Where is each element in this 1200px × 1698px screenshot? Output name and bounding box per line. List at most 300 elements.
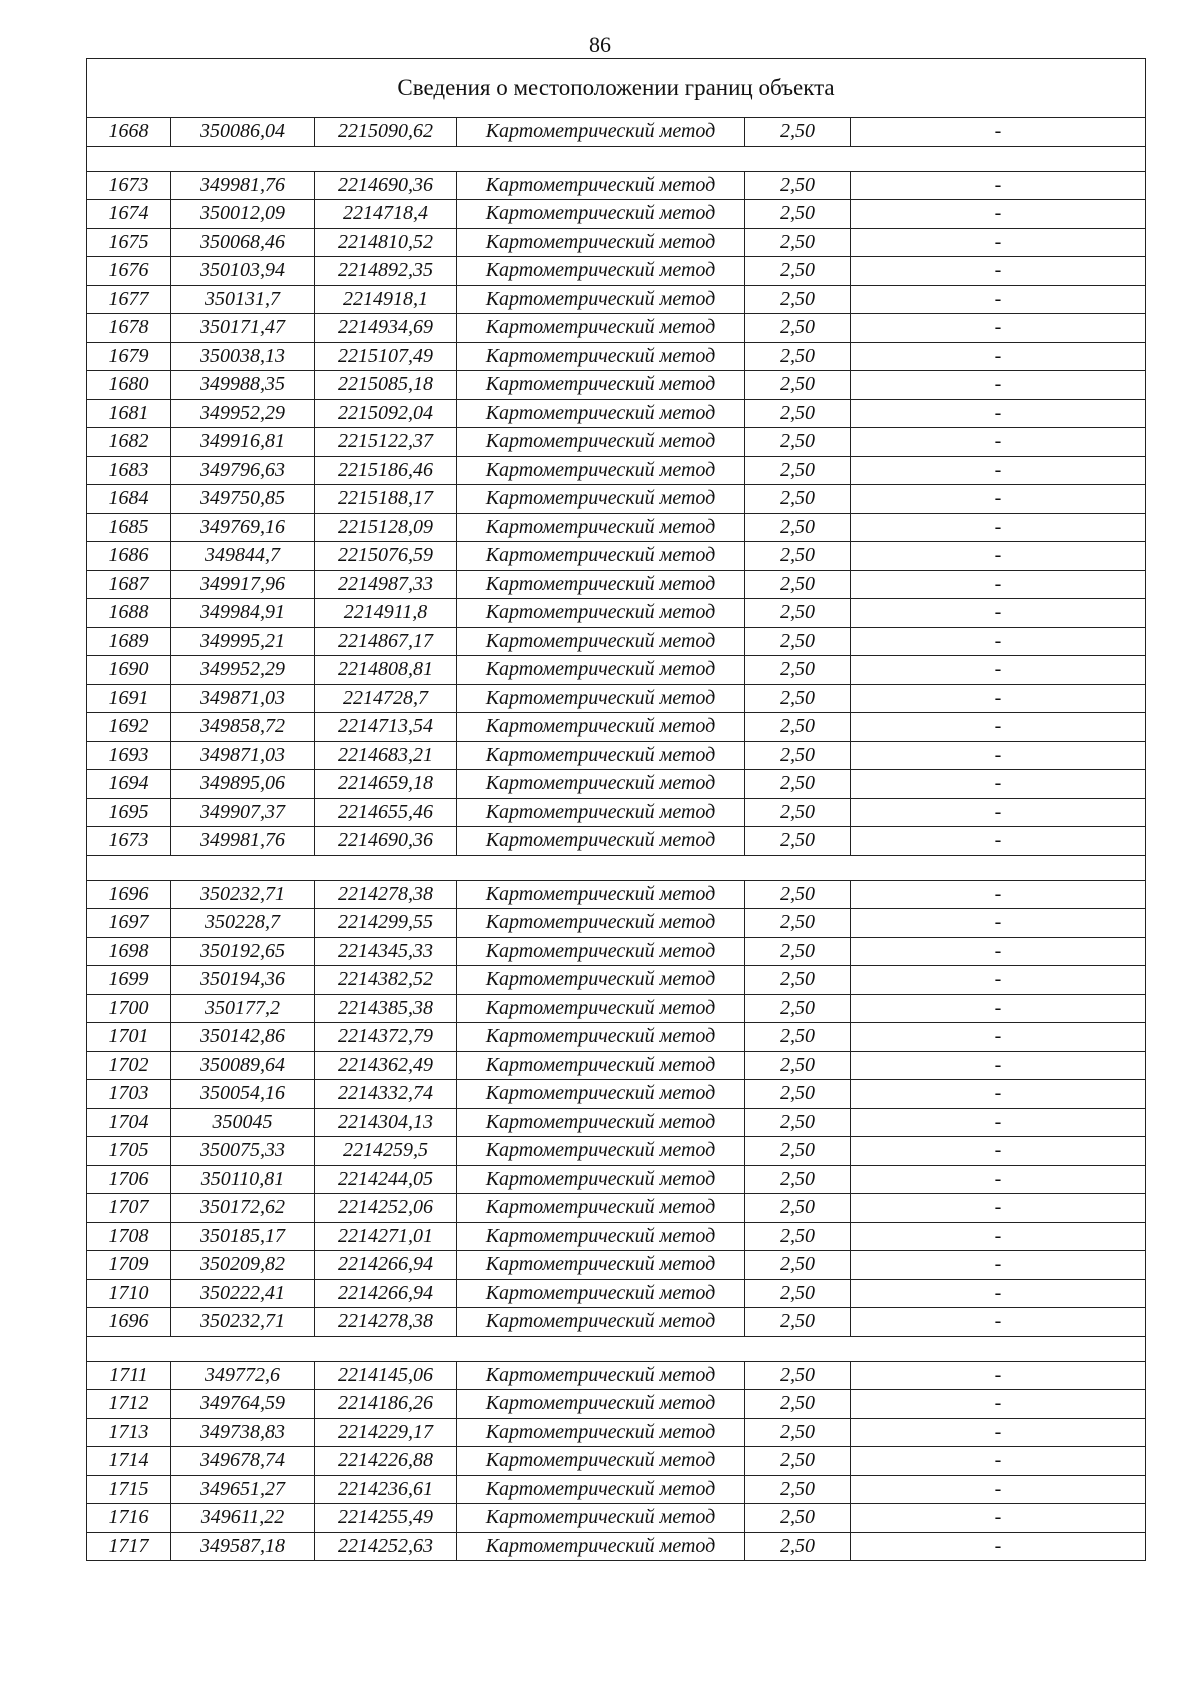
table-row: [87, 118, 1146, 147]
method-cell: Картометрический метод: [457, 770, 745, 799]
y-coordinate-cell: 2215085,18: [315, 371, 457, 400]
accuracy-cell: 2,50: [745, 1447, 851, 1476]
x-coordinate-cell: 349844,7: [171, 542, 315, 571]
x-coordinate-cell: 349981,76: [171, 827, 315, 856]
description-cell: -: [851, 228, 1146, 257]
table-row: [87, 880, 1146, 909]
accuracy-cell: 2,50: [745, 228, 851, 257]
x-coordinate-cell: 350228,7: [171, 909, 315, 938]
description-cell: -: [851, 1308, 1146, 1337]
y-coordinate-cell: 2215188,17: [315, 485, 457, 514]
description-cell: -: [851, 741, 1146, 770]
x-coordinate-cell: 350232,71: [171, 880, 315, 909]
y-coordinate-cell: 2214278,38: [315, 1308, 457, 1337]
point-number-cell: 1693: [87, 741, 171, 770]
point-number-cell: 1678: [87, 314, 171, 343]
point-number-cell: 1715: [87, 1475, 171, 1504]
y-coordinate-cell: 2214145,06: [315, 1361, 457, 1390]
method-cell: Картометрический метод: [457, 1308, 745, 1337]
table-row: [87, 1023, 1146, 1052]
accuracy-cell: 2,50: [745, 798, 851, 827]
point-number-cell: 1703: [87, 1080, 171, 1109]
x-coordinate-cell: 349769,16: [171, 513, 315, 542]
table-row: [87, 909, 1146, 938]
x-coordinate-cell: 349995,21: [171, 627, 315, 656]
description-cell: -: [851, 1051, 1146, 1080]
y-coordinate-cell: 2214655,46: [315, 798, 457, 827]
table-row: [87, 1447, 1146, 1476]
description-cell: -: [851, 399, 1146, 428]
table-row: [87, 656, 1146, 685]
x-coordinate-cell: 350038,13: [171, 342, 315, 371]
point-number-cell: 1668: [87, 118, 171, 147]
description-cell: -: [851, 909, 1146, 938]
point-number-cell: 1704: [87, 1108, 171, 1137]
y-coordinate-cell: 2214362,49: [315, 1051, 457, 1080]
description-cell: -: [851, 1222, 1146, 1251]
method-cell: Картометрический метод: [457, 171, 745, 200]
table-row: [87, 314, 1146, 343]
y-coordinate-cell: 2214810,52: [315, 228, 457, 257]
accuracy-cell: 2,50: [745, 1165, 851, 1194]
x-coordinate-cell: 349895,06: [171, 770, 315, 799]
description-cell: -: [851, 798, 1146, 827]
description-cell: -: [851, 1108, 1146, 1137]
table-row: [87, 770, 1146, 799]
x-coordinate-cell: 349858,72: [171, 713, 315, 742]
point-number-cell: 1689: [87, 627, 171, 656]
method-cell: Картометрический метод: [457, 342, 745, 371]
point-number-cell: 1674: [87, 200, 171, 229]
x-coordinate-cell: 350012,09: [171, 200, 315, 229]
table-row: [87, 1532, 1146, 1561]
method-cell: Картометрический метод: [457, 257, 745, 286]
point-number-cell: 1680: [87, 371, 171, 400]
description-cell: -: [851, 1279, 1146, 1308]
method-cell: Картометрический метод: [457, 713, 745, 742]
accuracy-cell: 2,50: [745, 200, 851, 229]
accuracy-cell: 2,50: [745, 684, 851, 713]
description-cell: -: [851, 456, 1146, 485]
x-coordinate-cell: 350045: [171, 1108, 315, 1137]
table-row: [87, 798, 1146, 827]
table-row: [87, 1137, 1146, 1166]
method-cell: Картометрический метод: [457, 1532, 745, 1561]
point-number-cell: 1696: [87, 1308, 171, 1337]
accuracy-cell: 2,50: [745, 1361, 851, 1390]
description-cell: -: [851, 171, 1146, 200]
point-number-cell: 1683: [87, 456, 171, 485]
description-cell: -: [851, 485, 1146, 514]
method-cell: Картометрический метод: [457, 1137, 745, 1166]
accuracy-cell: 2,50: [745, 542, 851, 571]
x-coordinate-cell: 350171,47: [171, 314, 315, 343]
point-number-cell: 1713: [87, 1418, 171, 1447]
method-cell: Картометрический метод: [457, 1504, 745, 1533]
point-number-cell: 1691: [87, 684, 171, 713]
contour-separator-cell: [87, 1336, 1146, 1361]
accuracy-cell: 2,50: [745, 342, 851, 371]
method-cell: Картометрический метод: [457, 1447, 745, 1476]
accuracy-cell: 2,50: [745, 656, 851, 685]
x-coordinate-cell: 349984,91: [171, 599, 315, 628]
table-row: [87, 257, 1146, 286]
y-coordinate-cell: 2214911,8: [315, 599, 457, 628]
table-row: [87, 1390, 1146, 1419]
x-coordinate-cell: 350222,41: [171, 1279, 315, 1308]
point-number-cell: 1717: [87, 1532, 171, 1561]
y-coordinate-cell: 2214271,01: [315, 1222, 457, 1251]
contour-separator-cell: [87, 855, 1146, 880]
x-coordinate-cell: 350232,71: [171, 1308, 315, 1337]
method-cell: Картометрический метод: [457, 599, 745, 628]
method-cell: Картометрический метод: [457, 627, 745, 656]
accuracy-cell: 2,50: [745, 1475, 851, 1504]
x-coordinate-cell: 350131,7: [171, 285, 315, 314]
point-number-cell: 1673: [87, 171, 171, 200]
method-cell: Картометрический метод: [457, 880, 745, 909]
method-cell: Картометрический метод: [457, 371, 745, 400]
description-cell: -: [851, 542, 1146, 571]
table-row: [87, 1051, 1146, 1080]
y-coordinate-cell: 2214278,38: [315, 880, 457, 909]
x-coordinate-cell: 350192,65: [171, 937, 315, 966]
table-row: [87, 966, 1146, 995]
point-number-cell: 1698: [87, 937, 171, 966]
method-cell: Картометрический метод: [457, 1165, 745, 1194]
table-row: [87, 570, 1146, 599]
accuracy-cell: 2,50: [745, 1279, 851, 1308]
y-coordinate-cell: 2214683,21: [315, 741, 457, 770]
description-cell: -: [851, 684, 1146, 713]
table-row: [87, 1251, 1146, 1280]
accuracy-cell: 2,50: [745, 570, 851, 599]
y-coordinate-cell: 2214987,33: [315, 570, 457, 599]
x-coordinate-cell: 349738,83: [171, 1418, 315, 1447]
method-cell: Картометрический метод: [457, 485, 745, 514]
y-coordinate-cell: 2214918,1: [315, 285, 457, 314]
y-coordinate-cell: 2214186,26: [315, 1390, 457, 1419]
point-number-cell: 1681: [87, 399, 171, 428]
method-cell: Картометрический метод: [457, 1194, 745, 1223]
method-cell: Картометрический метод: [457, 1080, 745, 1109]
accuracy-cell: 2,50: [745, 1108, 851, 1137]
x-coordinate-cell: 349796,63: [171, 456, 315, 485]
x-coordinate-cell: 350075,33: [171, 1137, 315, 1166]
accuracy-cell: 2,50: [745, 399, 851, 428]
point-number-cell: 1682: [87, 428, 171, 457]
point-number-cell: 1716: [87, 1504, 171, 1533]
x-coordinate-cell: 349916,81: [171, 428, 315, 457]
method-cell: Картометрический метод: [457, 513, 745, 542]
method-cell: Картометрический метод: [457, 570, 745, 599]
accuracy-cell: 2,50: [745, 770, 851, 799]
method-cell: Картометрический метод: [457, 937, 745, 966]
point-number-cell: 1700: [87, 994, 171, 1023]
accuracy-cell: 2,50: [745, 880, 851, 909]
description-cell: -: [851, 118, 1146, 147]
x-coordinate-cell: 350103,94: [171, 257, 315, 286]
table-row: [87, 994, 1146, 1023]
table-row: [87, 741, 1146, 770]
table-row: [87, 485, 1146, 514]
method-cell: Картометрический метод: [457, 1051, 745, 1080]
table-row: [87, 1080, 1146, 1109]
table-row: [87, 1194, 1146, 1223]
x-coordinate-cell: 349651,27: [171, 1475, 315, 1504]
y-coordinate-cell: 2214244,05: [315, 1165, 457, 1194]
x-coordinate-cell: 349917,96: [171, 570, 315, 599]
x-coordinate-cell: 349871,03: [171, 741, 315, 770]
point-number-cell: 1711: [87, 1361, 171, 1390]
description-cell: -: [851, 1194, 1146, 1223]
y-coordinate-cell: 2214718,4: [315, 200, 457, 229]
x-coordinate-cell: 350089,64: [171, 1051, 315, 1080]
point-number-cell: 1710: [87, 1279, 171, 1308]
point-number-cell: 1688: [87, 599, 171, 628]
accuracy-cell: 2,50: [745, 937, 851, 966]
y-coordinate-cell: 2214808,81: [315, 656, 457, 685]
x-coordinate-cell: 349907,37: [171, 798, 315, 827]
method-cell: Картометрический метод: [457, 456, 745, 485]
y-coordinate-cell: 2214236,61: [315, 1475, 457, 1504]
table-row: [87, 1165, 1146, 1194]
description-cell: -: [851, 627, 1146, 656]
method-cell: Картометрический метод: [457, 827, 745, 856]
y-coordinate-cell: 2214728,7: [315, 684, 457, 713]
method-cell: Картометрический метод: [457, 542, 745, 571]
point-number-cell: 1687: [87, 570, 171, 599]
accuracy-cell: 2,50: [745, 257, 851, 286]
method-cell: Картометрический метод: [457, 1108, 745, 1137]
point-number-cell: 1705: [87, 1137, 171, 1166]
point-number-cell: 1686: [87, 542, 171, 571]
method-cell: Картометрический метод: [457, 1279, 745, 1308]
x-coordinate-cell: 349988,35: [171, 371, 315, 400]
y-coordinate-cell: 2214304,13: [315, 1108, 457, 1137]
y-coordinate-cell: 2215092,04: [315, 399, 457, 428]
x-coordinate-cell: 349678,74: [171, 1447, 315, 1476]
description-cell: -: [851, 1475, 1146, 1504]
x-coordinate-cell: 349952,29: [171, 656, 315, 685]
point-number-cell: 1679: [87, 342, 171, 371]
table-row: [87, 827, 1146, 856]
point-number-cell: 1692: [87, 713, 171, 742]
y-coordinate-cell: 2214382,52: [315, 966, 457, 995]
x-coordinate-cell: 349772,6: [171, 1361, 315, 1390]
point-number-cell: 1684: [87, 485, 171, 514]
x-coordinate-cell: 350209,82: [171, 1251, 315, 1280]
description-cell: -: [851, 371, 1146, 400]
accuracy-cell: 2,50: [745, 1308, 851, 1337]
method-cell: Картометрический метод: [457, 1361, 745, 1390]
method-cell: Картометрический метод: [457, 1251, 745, 1280]
y-coordinate-cell: 2214892,35: [315, 257, 457, 286]
x-coordinate-cell: 349981,76: [171, 171, 315, 200]
description-cell: -: [851, 200, 1146, 229]
table-row: [87, 1108, 1146, 1137]
point-number-cell: 1712: [87, 1390, 171, 1419]
description-cell: -: [851, 428, 1146, 457]
accuracy-cell: 2,50: [745, 713, 851, 742]
y-coordinate-cell: 2214299,55: [315, 909, 457, 938]
accuracy-cell: 2,50: [745, 1051, 851, 1080]
point-number-cell: 1685: [87, 513, 171, 542]
table-row: [87, 171, 1146, 200]
table-row: [87, 1475, 1146, 1504]
point-number-cell: 1673: [87, 827, 171, 856]
method-cell: Картометрический метод: [457, 399, 745, 428]
point-number-cell: 1675: [87, 228, 171, 257]
x-coordinate-cell: 350172,62: [171, 1194, 315, 1223]
table-title: Сведения о местоположении границ объекта: [87, 59, 1146, 118]
description-cell: -: [851, 656, 1146, 685]
x-coordinate-cell: 349587,18: [171, 1532, 315, 1561]
description-cell: -: [851, 513, 1146, 542]
method-cell: Картометрический метод: [457, 314, 745, 343]
y-coordinate-cell: 2214690,36: [315, 827, 457, 856]
table-row: [87, 428, 1146, 457]
table-row: [87, 627, 1146, 656]
description-cell: -: [851, 1361, 1146, 1390]
table-row: [87, 713, 1146, 742]
point-number-cell: 1714: [87, 1447, 171, 1476]
y-coordinate-cell: 2215090,62: [315, 118, 457, 147]
y-coordinate-cell: 2214252,06: [315, 1194, 457, 1223]
x-coordinate-cell: 349871,03: [171, 684, 315, 713]
description-cell: -: [851, 937, 1146, 966]
y-coordinate-cell: 2214385,38: [315, 994, 457, 1023]
y-coordinate-cell: 2214659,18: [315, 770, 457, 799]
point-number-cell: 1707: [87, 1194, 171, 1223]
method-cell: Картометрический метод: [457, 798, 745, 827]
method-cell: Картометрический метод: [457, 428, 745, 457]
description-cell: -: [851, 570, 1146, 599]
x-coordinate-cell: 349750,85: [171, 485, 315, 514]
point-number-cell: 1702: [87, 1051, 171, 1080]
accuracy-cell: 2,50: [745, 314, 851, 343]
table-row: [87, 1361, 1146, 1390]
description-cell: -: [851, 770, 1146, 799]
method-cell: Картометрический метод: [457, 966, 745, 995]
table-row: [87, 1222, 1146, 1251]
table-row: [87, 937, 1146, 966]
description-cell: -: [851, 994, 1146, 1023]
description-cell: -: [851, 827, 1146, 856]
table-title-row: [87, 59, 1146, 118]
method-cell: Картометрический метод: [457, 228, 745, 257]
method-cell: Картометрический метод: [457, 1222, 745, 1251]
y-coordinate-cell: 2214226,88: [315, 1447, 457, 1476]
description-cell: -: [851, 285, 1146, 314]
method-cell: Картометрический метод: [457, 118, 745, 147]
y-coordinate-cell: 2214332,74: [315, 1080, 457, 1109]
table-row: [87, 456, 1146, 485]
y-coordinate-cell: 2214934,69: [315, 314, 457, 343]
x-coordinate-cell: 350142,86: [171, 1023, 315, 1052]
accuracy-cell: 2,50: [745, 627, 851, 656]
contour-separator-row: [87, 146, 1146, 171]
accuracy-cell: 2,50: [745, 171, 851, 200]
contour-separator-row: [87, 855, 1146, 880]
point-number-cell: 1699: [87, 966, 171, 995]
table-row: [87, 1279, 1146, 1308]
table-row: [87, 200, 1146, 229]
table-row: [87, 371, 1146, 400]
accuracy-cell: 2,50: [745, 513, 851, 542]
accuracy-cell: 2,50: [745, 741, 851, 770]
y-coordinate-cell: 2214266,94: [315, 1279, 457, 1308]
point-number-cell: 1708: [87, 1222, 171, 1251]
x-coordinate-cell: 350194,36: [171, 966, 315, 995]
table-row: [87, 342, 1146, 371]
contour-separator-cell: [87, 146, 1146, 171]
description-cell: -: [851, 1390, 1146, 1419]
y-coordinate-cell: 2214229,17: [315, 1418, 457, 1447]
x-coordinate-cell: 350054,16: [171, 1080, 315, 1109]
page-number: 86: [589, 32, 611, 57]
x-coordinate-cell: 350110,81: [171, 1165, 315, 1194]
y-coordinate-cell: 2214252,63: [315, 1532, 457, 1561]
accuracy-cell: 2,50: [745, 1251, 851, 1280]
point-number-cell: 1696: [87, 880, 171, 909]
accuracy-cell: 2,50: [745, 1023, 851, 1052]
accuracy-cell: 2,50: [745, 1504, 851, 1533]
y-coordinate-cell: 2214867,17: [315, 627, 457, 656]
description-cell: -: [851, 599, 1146, 628]
description-cell: -: [851, 257, 1146, 286]
accuracy-cell: 2,50: [745, 285, 851, 314]
point-number-cell: 1706: [87, 1165, 171, 1194]
accuracy-cell: 2,50: [745, 1137, 851, 1166]
y-coordinate-cell: 2215122,37: [315, 428, 457, 457]
contour-separator-row: [87, 1336, 1146, 1361]
description-cell: -: [851, 1447, 1146, 1476]
description-cell: -: [851, 1251, 1146, 1280]
accuracy-cell: 2,50: [745, 827, 851, 856]
description-cell: -: [851, 1080, 1146, 1109]
point-number-cell: 1697: [87, 909, 171, 938]
point-number-cell: 1694: [87, 770, 171, 799]
accuracy-cell: 2,50: [745, 456, 851, 485]
description-cell: -: [851, 713, 1146, 742]
y-coordinate-cell: 2214266,94: [315, 1251, 457, 1280]
accuracy-cell: 2,50: [745, 966, 851, 995]
y-coordinate-cell: 2214255,49: [315, 1504, 457, 1533]
point-number-cell: 1676: [87, 257, 171, 286]
description-cell: -: [851, 314, 1146, 343]
description-cell: -: [851, 1165, 1146, 1194]
method-cell: Картометрический метод: [457, 285, 745, 314]
method-cell: Картометрический метод: [457, 200, 745, 229]
accuracy-cell: 2,50: [745, 1390, 851, 1419]
table-row: [87, 1308, 1146, 1337]
accuracy-cell: 2,50: [745, 485, 851, 514]
x-coordinate-cell: 349952,29: [171, 399, 315, 428]
method-cell: Картометрический метод: [457, 684, 745, 713]
method-cell: Картометрический метод: [457, 1418, 745, 1447]
description-cell: -: [851, 880, 1146, 909]
table-row: [87, 285, 1146, 314]
method-cell: Картометрический метод: [457, 1023, 745, 1052]
description-cell: -: [851, 1137, 1146, 1166]
x-coordinate-cell: 350177,2: [171, 994, 315, 1023]
table-row: [87, 599, 1146, 628]
table-row: [87, 1504, 1146, 1533]
point-number-cell: 1709: [87, 1251, 171, 1280]
accuracy-cell: 2,50: [745, 1418, 851, 1447]
accuracy-cell: 2,50: [745, 1222, 851, 1251]
